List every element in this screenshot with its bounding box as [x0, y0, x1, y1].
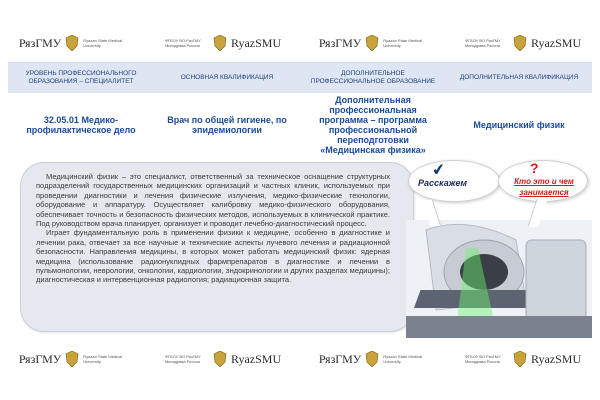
brand-block-1 — [19, 351, 127, 367]
table-cell: 32.05.01 Медико-профилактическое дело — [26, 115, 136, 135]
brand-ministry: ФГБОУ ВО РязГМУ Минздрава России — [164, 38, 201, 48]
brand-block-4 — [465, 351, 581, 367]
crest-icon — [65, 351, 79, 367]
header-cell: ДОПОЛНИТЕЛЬНАЯ КВАЛИФИКАЦИЯ — [459, 74, 579, 81]
brand-lat: RyazSMU — [530, 351, 582, 366]
crest-icon — [365, 35, 379, 51]
brand-lat: RyazSMU — [530, 35, 582, 50]
brand-rus: РязГМУ — [318, 35, 362, 50]
table-cell: Дополнительная профессиональная программа – программа профессиональной переподготовки «Медицинская физика» — [319, 95, 427, 155]
description-paragraph-1: Медицинский физик – это специалист, ответственный за техническое оснащение структурных подразделений государственных медицинских организаций и частных клиник, используемых при проведении диагностики и лечения физические излучения, медико-физические технологии, оборудование и аппаратуру. Осуществляет калибровку медико-физического оборудования, обеспечивает точность и безопасность физических методов, используемых в клинической практике. Под руководством врача планирует, организует и проводит лечебно-диагностический процесс. — [36, 172, 390, 229]
checkmark-icon: ✔ — [430, 161, 447, 180]
brand-en: Ryazan State Medical University — [383, 354, 423, 364]
crest-icon — [213, 351, 227, 367]
brand-rus: РязГМУ — [18, 351, 62, 366]
crest-icon — [65, 35, 79, 51]
table-row — [8, 93, 592, 157]
crest-icon — [213, 35, 227, 51]
brand-en: Ryazan State Medical University — [83, 354, 123, 364]
brand-block-3 — [319, 351, 427, 367]
brand-block-4 — [465, 35, 581, 51]
qualification-table — [8, 62, 592, 157]
top-banner — [0, 28, 600, 58]
brand-block-2 — [165, 351, 281, 367]
brand-rus: РязГМУ — [318, 351, 362, 366]
who-label: Кто это и чем занимается — [514, 177, 574, 197]
brand-block-2 — [165, 35, 281, 51]
brand-en: Ryazan State Medical University — [83, 38, 123, 48]
question-mark-icon: ? — [530, 160, 539, 176]
brand-block-1 — [19, 35, 127, 51]
table-header — [8, 63, 592, 93]
header-cell: УРОВЕНЬ ПРОФЕССИОНАЛЬНОГО ОБРАЗОВАНИЯ – СПЕЦИАЛИТЕТ — [25, 70, 137, 85]
brand-ministry: ФГБОУ ВО РязГМУ Минздрава России — [464, 354, 501, 364]
brand-rus: РязГМУ — [18, 35, 62, 50]
bottom-banner — [0, 344, 600, 374]
table-cell: Врач по общей гигиене, по эпидемиологии — [167, 115, 287, 135]
medical-linac-illustration — [406, 220, 592, 338]
brand-en: Ryazan State Medical University — [383, 38, 423, 48]
crest-icon — [513, 35, 527, 51]
brand-lat: RyazSMU — [230, 35, 282, 50]
brand-lat: RyazSMU — [230, 351, 282, 366]
header-cell: ДОПОЛНИТЕЛЬНОЕ ПРОФЕССИОНАЛЬНОЕ ОБРАЗОВАНИЕ — [310, 70, 436, 85]
description-paragraph-2: Играет фундаментальную роль в применении физики к медицине, особенно в диагностике и лечении рака, отвечает за все научные и технические аспекты лучевого лечения и радиационной безопасности. Направления медицины, в которых может работать медицинский физик: ядерная медицина (использование радионуклидных фармпрепаратов в диагностике и лечении в пульмонологии, неврологии, онкологии, кардиологии, эндокринологии и других разделах медицины); диагностическая и интервенционная радиология; радиационная защита. — [36, 228, 390, 285]
header-cell: ОСНОВНАЯ КВАЛИФИКАЦИЯ — [180, 74, 274, 81]
brand-block-3 — [319, 35, 427, 51]
table-cell: Медицинский физик — [473, 120, 565, 130]
brand-ministry: ФГБОУ ВО РязГМУ Минздрава России — [464, 38, 501, 48]
tell-label: Расскажем — [418, 178, 467, 188]
crest-icon — [365, 351, 379, 367]
crest-icon — [513, 351, 527, 367]
brand-ministry: ФГБОУ ВО РязГМУ Минздрава России — [164, 354, 201, 364]
description-text — [36, 172, 390, 285]
